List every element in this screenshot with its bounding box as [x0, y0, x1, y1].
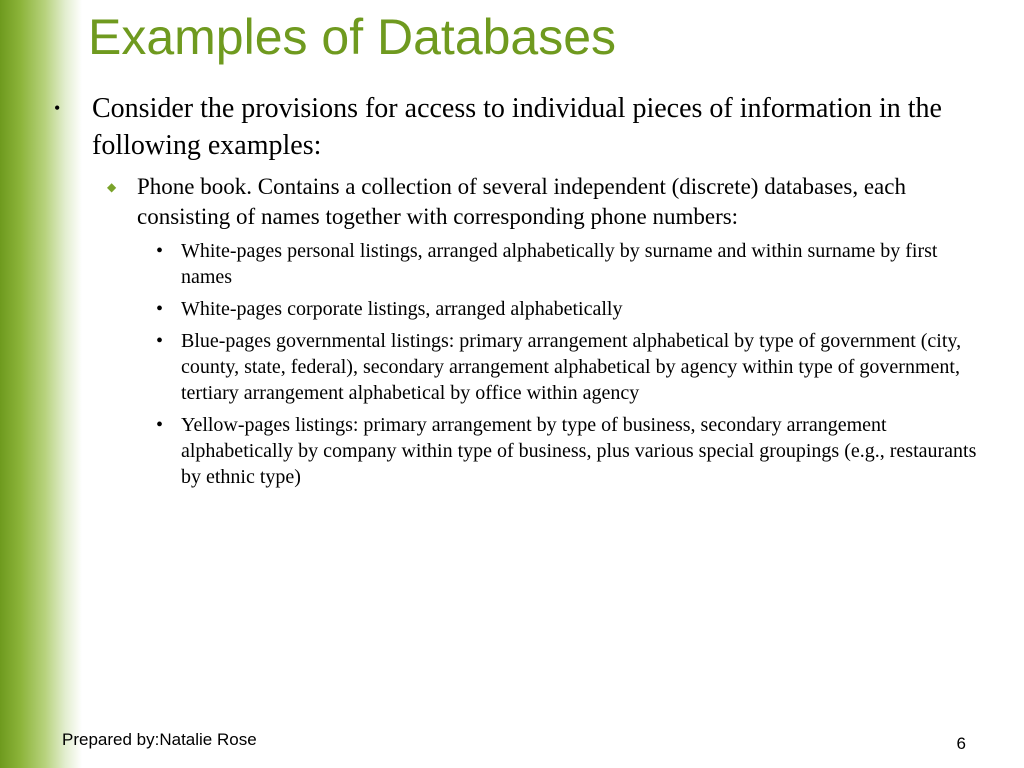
- bullet-level3-item: [156, 412, 981, 490]
- bullet-level2-text: Phone book. Contains a collection of several independent (discrete) databases, each consisting of names together with corresponding phone numbers:: [137, 174, 906, 229]
- footer-author: Prepared by:Natalie Rose: [62, 730, 257, 749]
- footer-page-number: 6: [956, 734, 966, 753]
- round-bullet-icon: •: [54, 98, 61, 118]
- round-bullet-icon: •: [156, 298, 164, 320]
- bullet-level3-item: [156, 328, 981, 406]
- round-bullet-icon: •: [156, 240, 164, 262]
- round-bullet-icon: •: [156, 414, 164, 436]
- bullet-level3-text: Yellow-pages listings: primary arrangement by type of business, secondary arrangement alphabetically by company within type of business, plus various special groupings (e.g., restaurants by ethnic type): [181, 414, 977, 488]
- bullet-level2: [107, 172, 990, 232]
- bullet-level3-text: White-pages personal listings, arranged alphabetically by surname and within surname by first names: [181, 240, 938, 288]
- bullet-level1: [50, 90, 990, 164]
- bullet-level3-text: Blue-pages governmental listings: primary arrangement alphabetical by type of government (city, county, state, federal), secondary arrangement alphabetical by agency within type of government, tertiary arrangement alphabetical by office within agency: [181, 330, 962, 404]
- round-bullet-icon: •: [156, 330, 164, 352]
- bullet-level3-item: [156, 296, 981, 322]
- bullet-level1-text: Consider the provisions for access to individual pieces of information in the following examples:: [92, 93, 942, 161]
- bullet-level3-text: White-pages corporate listings, arranged alphabetically: [181, 298, 623, 320]
- slide-title: Examples of Databases: [88, 9, 617, 65]
- diamond-bullet-icon: ◆: [107, 180, 117, 194]
- slide-content: [50, 90, 990, 490]
- bullet-level3-item: [156, 238, 981, 290]
